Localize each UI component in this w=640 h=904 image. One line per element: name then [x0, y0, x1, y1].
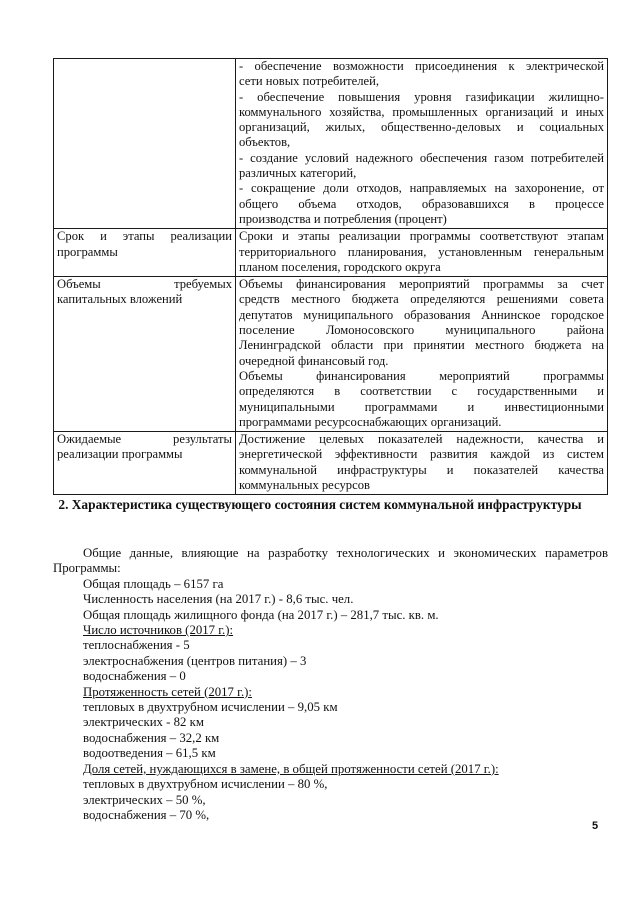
results-label-cell	[54, 432, 236, 495]
list-item: водоотведения – 61,5 км	[83, 746, 216, 761]
investments-value-line: Объемы финансирования мероприятий программы	[239, 368, 604, 383]
program-passport-table	[53, 58, 608, 495]
investments-value-line: очередной финансовый год.	[239, 353, 389, 368]
list-item: теплоснабжения - 5	[83, 638, 190, 653]
investments-label-line: Объемы требуемых	[57, 277, 232, 292]
population-line: Численность населения (на 2017 г.) - 8,6 тыс. чел.	[83, 592, 354, 607]
table-row-results	[54, 432, 608, 495]
goals-label-cell	[54, 59, 236, 229]
goals-line: - обеспечение повышения уровня газификации жилищно-	[239, 89, 604, 104]
terms-value-cell	[236, 229, 608, 277]
sources-heading: Число источников (2017 г.):	[83, 623, 234, 638]
list-item: электрических – 50 %,	[83, 792, 206, 807]
goals-line: общего объема отходов, образовавшихся в процессе	[239, 196, 604, 211]
page-number: 5	[592, 820, 599, 832]
goals-line: - обеспечение возможности присоединения к электрической	[239, 59, 604, 73]
results-label-line: Ожидаемые результаты	[57, 432, 232, 447]
goals-line: производства и потребления (процент)	[239, 211, 447, 226]
results-value-line: коммунальной инфраструктуры и показателей качества	[239, 462, 604, 477]
intro-paragraph: Общие данные, влияющие на разработку технологических и экономических параметров Программы:	[53, 546, 608, 576]
results-value-line: Достижение целевых показателей надежности, качества и	[239, 432, 604, 447]
goals-line: объектов,	[239, 135, 291, 150]
investments-value-line: Объемы финансирования мероприятий программы за счет	[239, 277, 604, 292]
goals-value-cell	[236, 59, 608, 229]
investments-value-line: средств местного бюджета определяются решениями совета	[239, 292, 604, 307]
results-value-cell	[236, 432, 608, 495]
investments-value-line: депутатов муниципального образования Аннинское городское	[239, 307, 604, 322]
list-item: электроснабжения (центров питания) – 3	[83, 653, 307, 668]
results-value-line: коммунальных ресурсов	[239, 478, 370, 493]
goals-line: - создание условий надежного обеспечения газом потребителей	[239, 150, 604, 165]
list-item: тепловых в двухтрубном исчислении – 9,05 км	[83, 700, 338, 715]
terms-label-line: Срок и этапы реализации	[57, 229, 232, 244]
list-item: водоснабжения – 70 %,	[83, 807, 210, 822]
investments-value-line: программами ресурсоснабжающих организаций.	[239, 414, 502, 429]
replacement-heading: Доля сетей, нуждающихся в замене, в общей протяженности сетей (2017 г.):	[83, 761, 499, 776]
section-title: 2. Характеристика существующего состояния систем коммунальной инфраструктуры	[58, 497, 582, 512]
results-value-line: энергетической эффективности развития каждой из систем	[239, 447, 604, 462]
investments-label-line: капитальных вложений	[57, 292, 183, 307]
investments-value-line: определяются в соответствии с государственными и	[239, 384, 604, 399]
housing-area-line: Общая площадь жилищного фонда (на 2017 г.) – 281,7 тыс. кв. м.	[83, 607, 439, 622]
section-body	[53, 546, 608, 823]
terms-label-line: программы	[57, 244, 118, 259]
terms-label-cell	[54, 229, 236, 277]
length-heading: Протяженность сетей (2017 г.):	[83, 684, 252, 699]
terms-value-line: территориального планирования, установленным генеральным	[239, 244, 604, 259]
list-item: тепловых в двухтрубном исчислении – 80 %,	[83, 777, 328, 792]
investments-value-line: муниципальными программами и инвестиционными	[239, 399, 604, 414]
investments-value-line: Ленинградской области при принятии местного бюджета на	[239, 338, 604, 353]
goals-line: различных категорий,	[239, 166, 357, 181]
list-item: водоснабжения – 32,2 км	[83, 730, 220, 745]
terms-value-line: Сроки и этапы реализации программы соответствуют этапам	[239, 229, 604, 244]
terms-value-line: планом поселения, городского округа	[239, 259, 441, 274]
table-row-terms	[54, 229, 608, 277]
list-item: электрических - 82 км	[83, 715, 204, 730]
goals-line: - сокращение доли отходов, направляемых на захоронение, от	[239, 181, 604, 196]
list-item: водоснабжения – 0	[83, 669, 186, 684]
goals-line: коммунального хозяйства, промышленных организаций и иных	[239, 104, 604, 119]
table-row-goals	[54, 59, 608, 229]
results-label-line: реализации программы	[57, 447, 183, 462]
goals-line: организаций, жилых, общественно-деловых и социальных	[239, 120, 604, 135]
table-row-investments	[54, 277, 608, 432]
total-area-line: Общая площадь – 6157 га	[83, 576, 224, 591]
investments-label-cell	[54, 277, 236, 432]
investments-value-line: поселение Ломоносовского муниципального района	[239, 323, 604, 338]
investments-value-cell	[236, 277, 608, 432]
goals-line: сети новых потребителей,	[239, 74, 380, 89]
